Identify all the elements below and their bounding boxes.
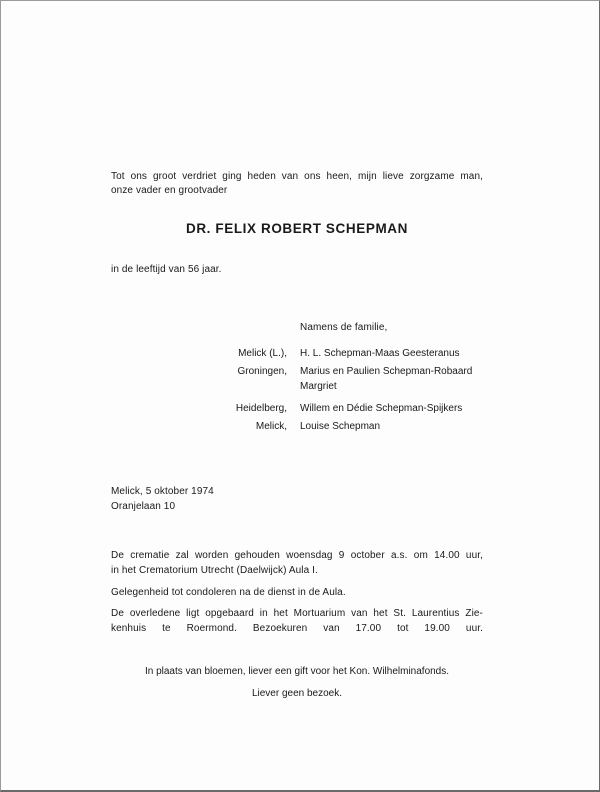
no-visit-note: Liever geen bezoek. — [251, 688, 343, 699]
family-heading: Namens de familie, — [300, 322, 388, 333]
family-name-marius-paulien: Marius en Paulien Schepman-Robaard — [300, 366, 473, 377]
family-place-groningen: Groningen, — [237, 366, 287, 377]
intro-line-2: onze vader en grootvader — [111, 185, 228, 196]
place-date: Melick, 5 oktober 1974 — [111, 486, 214, 497]
deceased-name: DR. FELIX ROBERT SCHEPMAN — [185, 221, 408, 236]
family-place-heidelberg: Heidelberg, — [235, 403, 287, 414]
family-name-willem-dedie: Willem en Dédie Schepman-Spijkers — [300, 403, 463, 414]
family-place-melick-l: Melick (L.), — [238, 348, 287, 359]
viewing-line-1: De overledene ligt opgebaard in het Mortuarium van het St. Laurentius Zie- — [111, 608, 483, 619]
family-name-louise: Louise Schepman — [300, 421, 381, 432]
address: Oranjelaan 10 — [111, 501, 176, 512]
cremation-line-1: De crematie zal worden gehouden woensdag 9 october a.s. om 14.00 uur, — [111, 550, 483, 561]
age-line: in de leeftijd van 56 jaar. — [111, 264, 222, 275]
family-name-margriet: Margriet — [300, 381, 337, 392]
viewing-line-2: kenhuis te Roermond. Bezoekuren van 17.00 tot 19.00 uur. — [111, 623, 483, 634]
intro-line-1: Tot ons groot verdriet ging heden van ons heen, mijn lieve zorgzame man, — [111, 171, 483, 182]
cremation-line-2: in het Crematorium Utrecht (Daelwijck) Aula I. — [111, 565, 318, 576]
family-name-hl-schepman: H. L. Schepman-Maas Geesteranus — [300, 348, 460, 359]
flowers-note: In plaats van bloemen, liever een gift voor het Kon. Wilhelminafonds. — [144, 666, 450, 677]
family-place-melick: Melick, — [255, 421, 287, 432]
condolence-line: Gelegenheid tot condoleren na de dienst in de Aula. — [111, 587, 346, 598]
